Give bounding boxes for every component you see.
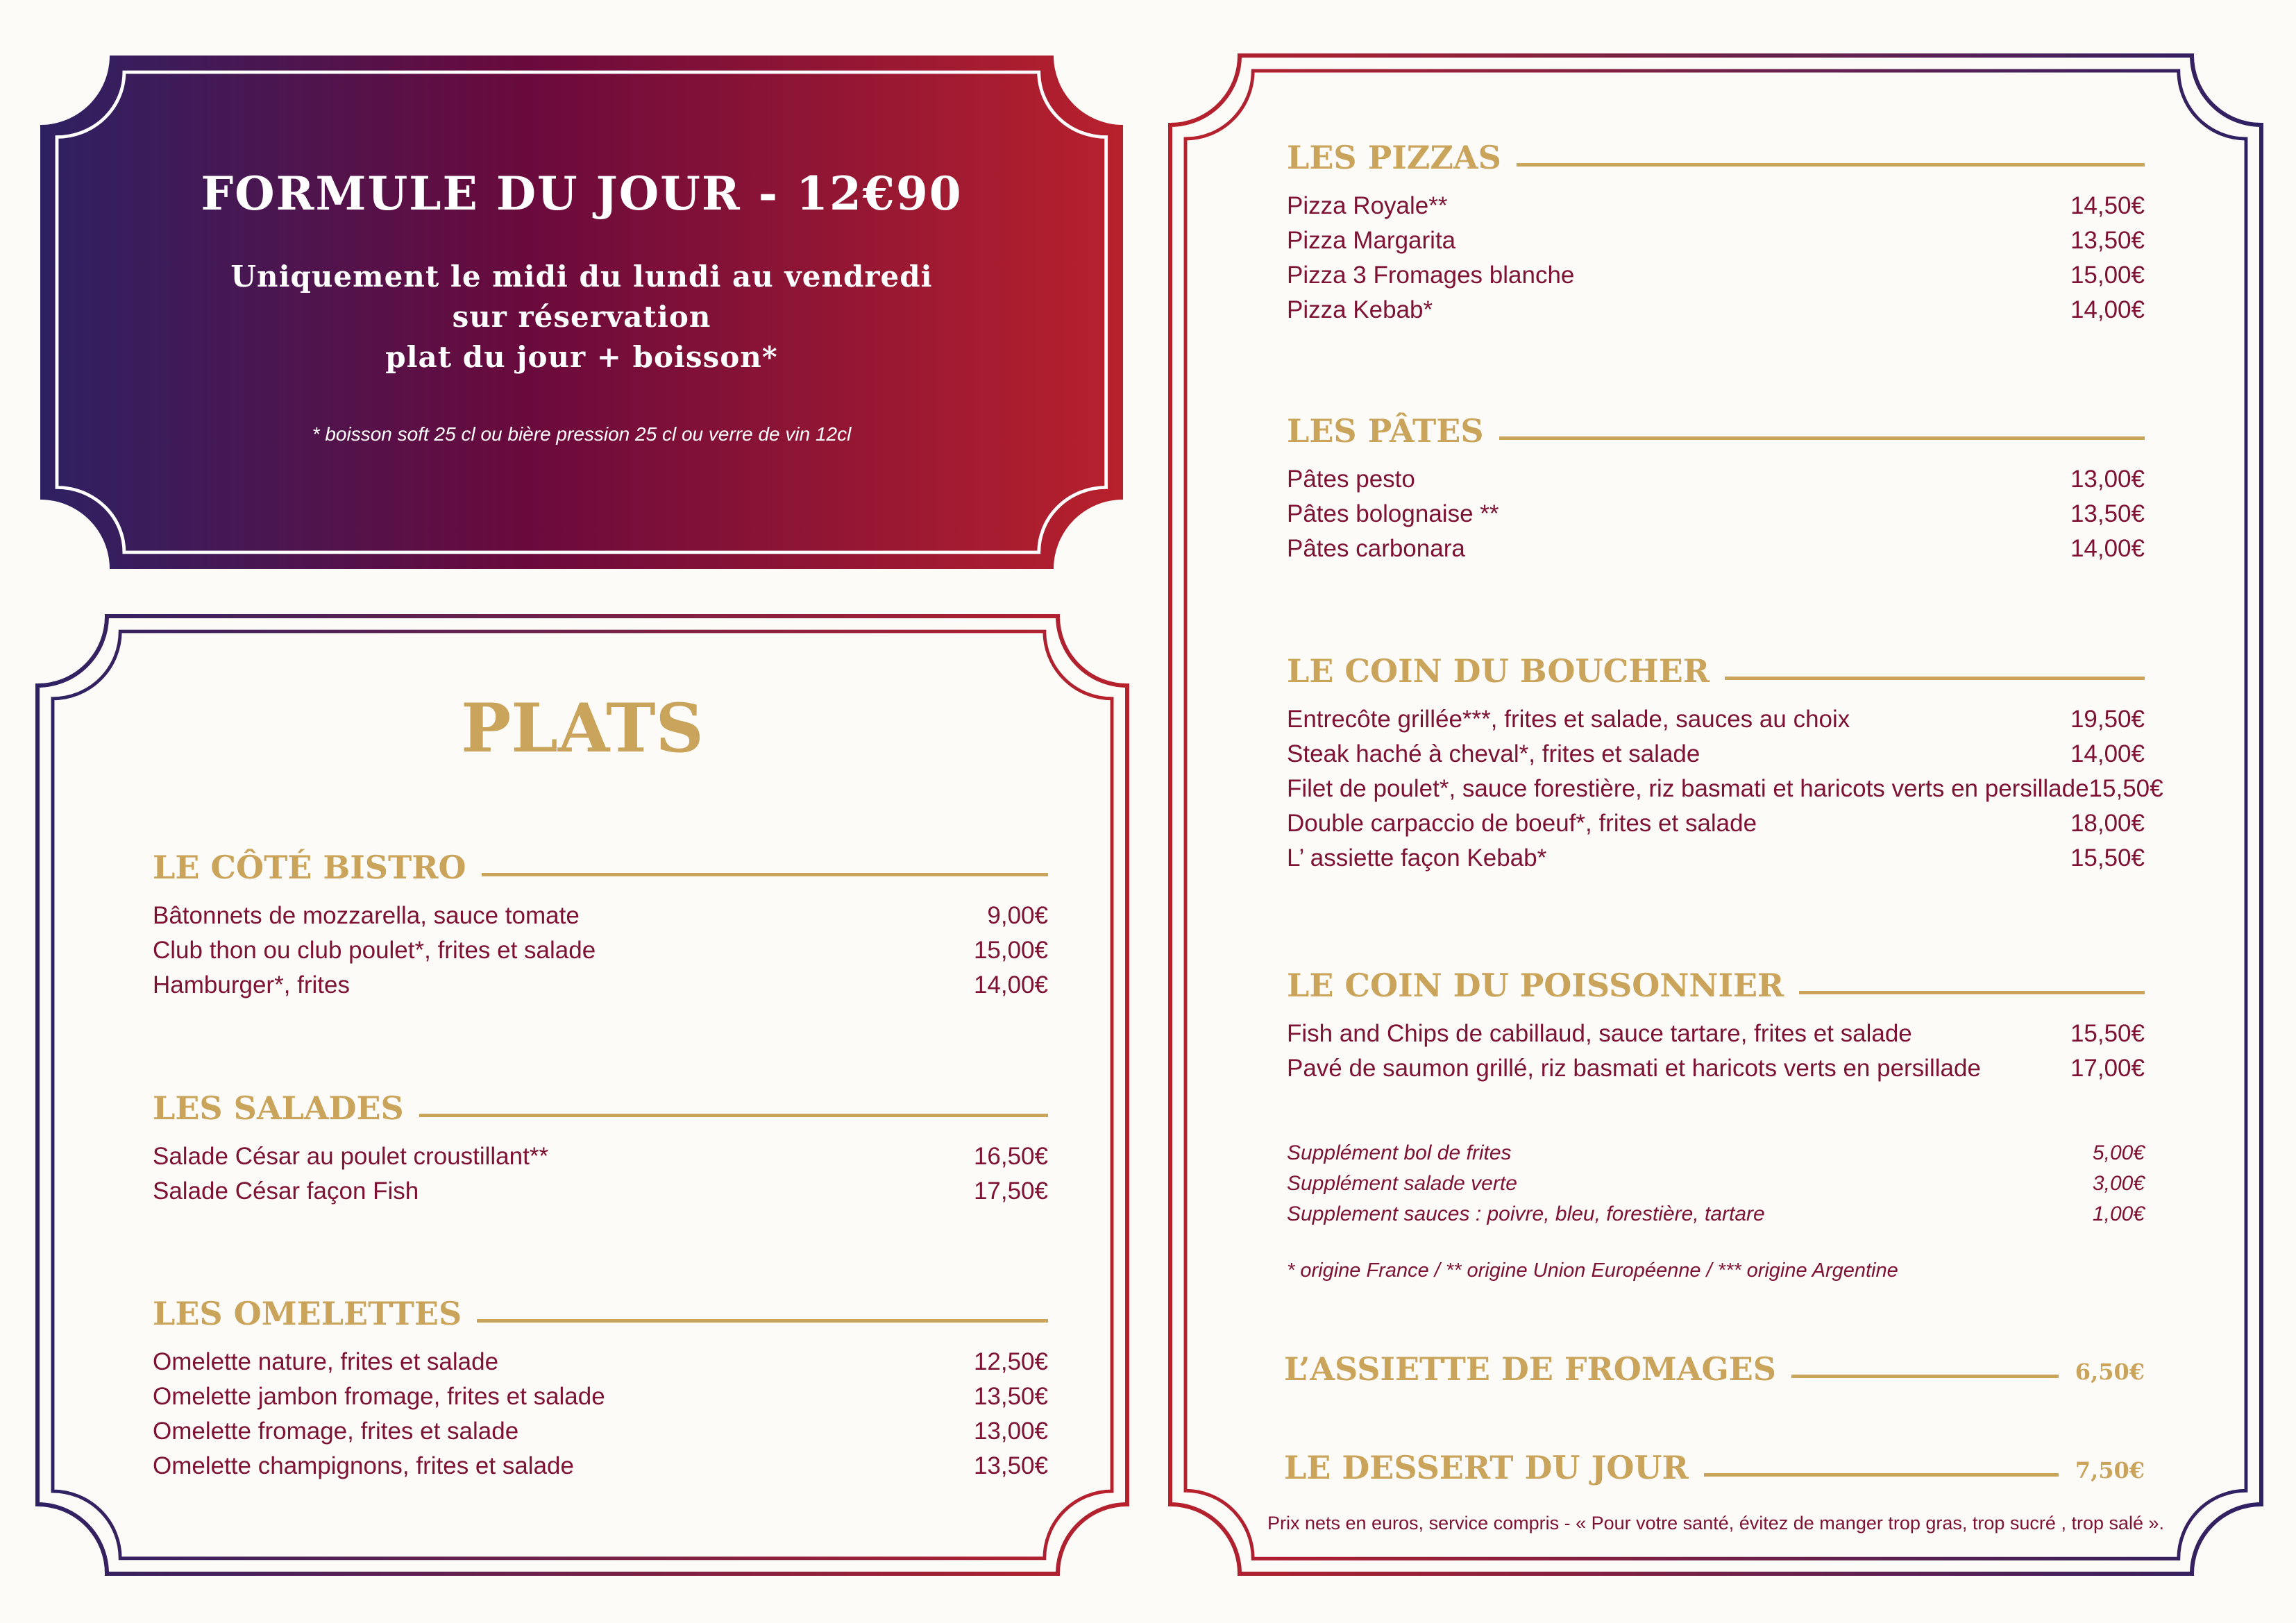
gold-divider [1517, 163, 2145, 167]
gold-divider [419, 1114, 1048, 1117]
list-item: Fish and Chips de cabillaud, sauce tartare, frites et salade 15,50€ [1287, 1020, 2145, 1047]
formule-description [40, 257, 1123, 377]
gold-divider [1799, 991, 2145, 994]
list-item: Supplément bol de frites 5,00€ [1287, 1141, 2145, 1164]
list-item: Supplement sauces : poivre, bleu, forestière, tartare 1,00€ [1287, 1203, 2145, 1225]
list-item: Pâtes carbonara 14,00€ [1287, 535, 2145, 562]
section-pizzas [1287, 132, 2145, 328]
gold-divider [477, 1319, 1048, 1323]
section-title: L’ASSIETTE DE FROMAGES [1284, 1350, 1777, 1388]
list-item: Omelette fromage, frites et salade 13,00€ [153, 1418, 1048, 1445]
list-item: Pizza Royale** 14,50€ [1287, 192, 2145, 219]
list-item: Pâtes pesto 13,00€ [1287, 466, 2145, 493]
origin-note: * origine France / ** origine Union Européenne / *** origine Argentine [1287, 1259, 1898, 1282]
gold-divider [1704, 1473, 2059, 1477]
list-item: Omelette jambon fromage, frites et salade 13,50€ [153, 1383, 1048, 1410]
section-pates [1287, 405, 2145, 566]
section-assiette-de-fromages [1284, 1350, 2145, 1388]
section-title: LES PIZZAS [1287, 139, 1501, 176]
section-coin-du-boucher [1287, 645, 2163, 876]
list-item: Pavé de saumon grillé, riz basmati et haricots verts en persillade 17,00€ [1287, 1055, 2145, 1082]
list-item: Omelette nature, frites et salade 12,50€ [153, 1348, 1048, 1375]
gold-divider [482, 873, 1048, 876]
carte-panel [1170, 56, 2261, 1574]
list-item: Double carpaccio de boeuf*, frites et salade 18,00€ [1287, 810, 2145, 837]
section-price: 6,50€ [2075, 1359, 2145, 1385]
formule-line: sur réservation [452, 300, 711, 334]
formule-panel [40, 56, 1123, 569]
list-item: L’ assiette façon Kebab* 15,50€ [1287, 844, 2145, 872]
gold-divider [1499, 436, 2145, 440]
list-item: Filet de poulet*, sauce forestière, riz basmati et haricots verts en persillade 15,50€ [1287, 775, 2163, 802]
plats-panel [37, 616, 1127, 1574]
list-item: Bâtonnets de mozzarella, sauce tomate 9,00€ [153, 902, 1048, 929]
footer-note: Prix nets en euros, service compris - « Pour votre santé, évitez de manger trop gras, trop sucré , trop salé ». [1267, 1513, 2165, 1533]
list-item: Steak haché à cheval*, frites et salade 14,00€ [1287, 740, 2145, 767]
list-item: Salade César au poulet croustillant** 16,50€ [153, 1143, 1048, 1170]
section-title: LE COIN DU BOUCHER [1287, 652, 1710, 690]
section-title: LE CÔTÉ BISTRO [153, 849, 466, 886]
list-item: Pizza Margarita 13,50€ [1287, 227, 2145, 254]
section-title: LE COIN DU POISSONNIER [1287, 967, 1784, 1004]
list-item: Pizza Kebab* 14,00€ [1287, 296, 2145, 323]
section-omelettes [153, 1288, 1048, 1484]
gold-divider [1725, 677, 2145, 680]
formule-line: Uniquement le midi du lundi au vendredi [230, 260, 933, 294]
supplements-list [1287, 1138, 2145, 1230]
section-title: LES OMELETTES [153, 1295, 462, 1332]
list-item: Pâtes bolognaise ** 13,50€ [1287, 500, 2145, 527]
list-item: Pizza 3 Fromages blanche 15,00€ [1287, 262, 2145, 289]
list-item: Club thon ou club poulet*, frites et salade 15,00€ [153, 937, 1048, 964]
formule-note: * boisson soft 25 cl ou bière pression 25 cl ou verre de vin 12cl [312, 423, 852, 445]
section-salades [153, 1082, 1048, 1209]
plats-title: PLATS [461, 689, 704, 767]
section-price: 7,50€ [2075, 1457, 2145, 1484]
list-item: Omelette champignons, frites et salade 13,50€ [153, 1452, 1048, 1479]
list-item: Supplément salade verte 3,00€ [1287, 1172, 2145, 1195]
section-cote-bistro [153, 842, 1048, 1003]
gold-divider [1791, 1375, 2059, 1378]
list-item: Entrecôte grillée***, frites et salade, sauces au choix 19,50€ [1287, 706, 2145, 733]
list-item: Hamburger*, frites 14,00€ [153, 971, 1048, 999]
section-title: LE DESSERT DU JOUR [1284, 1449, 1689, 1486]
formule-line: plat du jour + boisson* [385, 340, 778, 374]
section-title: LES SALADES [153, 1089, 404, 1127]
list-item: Salade César façon Fish 17,50€ [153, 1178, 1048, 1205]
section-coin-du-poissonnier [1287, 960, 2145, 1086]
formule-title: FORMULE DU JOUR - 12€90 [201, 167, 963, 221]
section-dessert-du-jour [1284, 1449, 2145, 1486]
section-title: LES PÂTES [1287, 412, 1484, 450]
